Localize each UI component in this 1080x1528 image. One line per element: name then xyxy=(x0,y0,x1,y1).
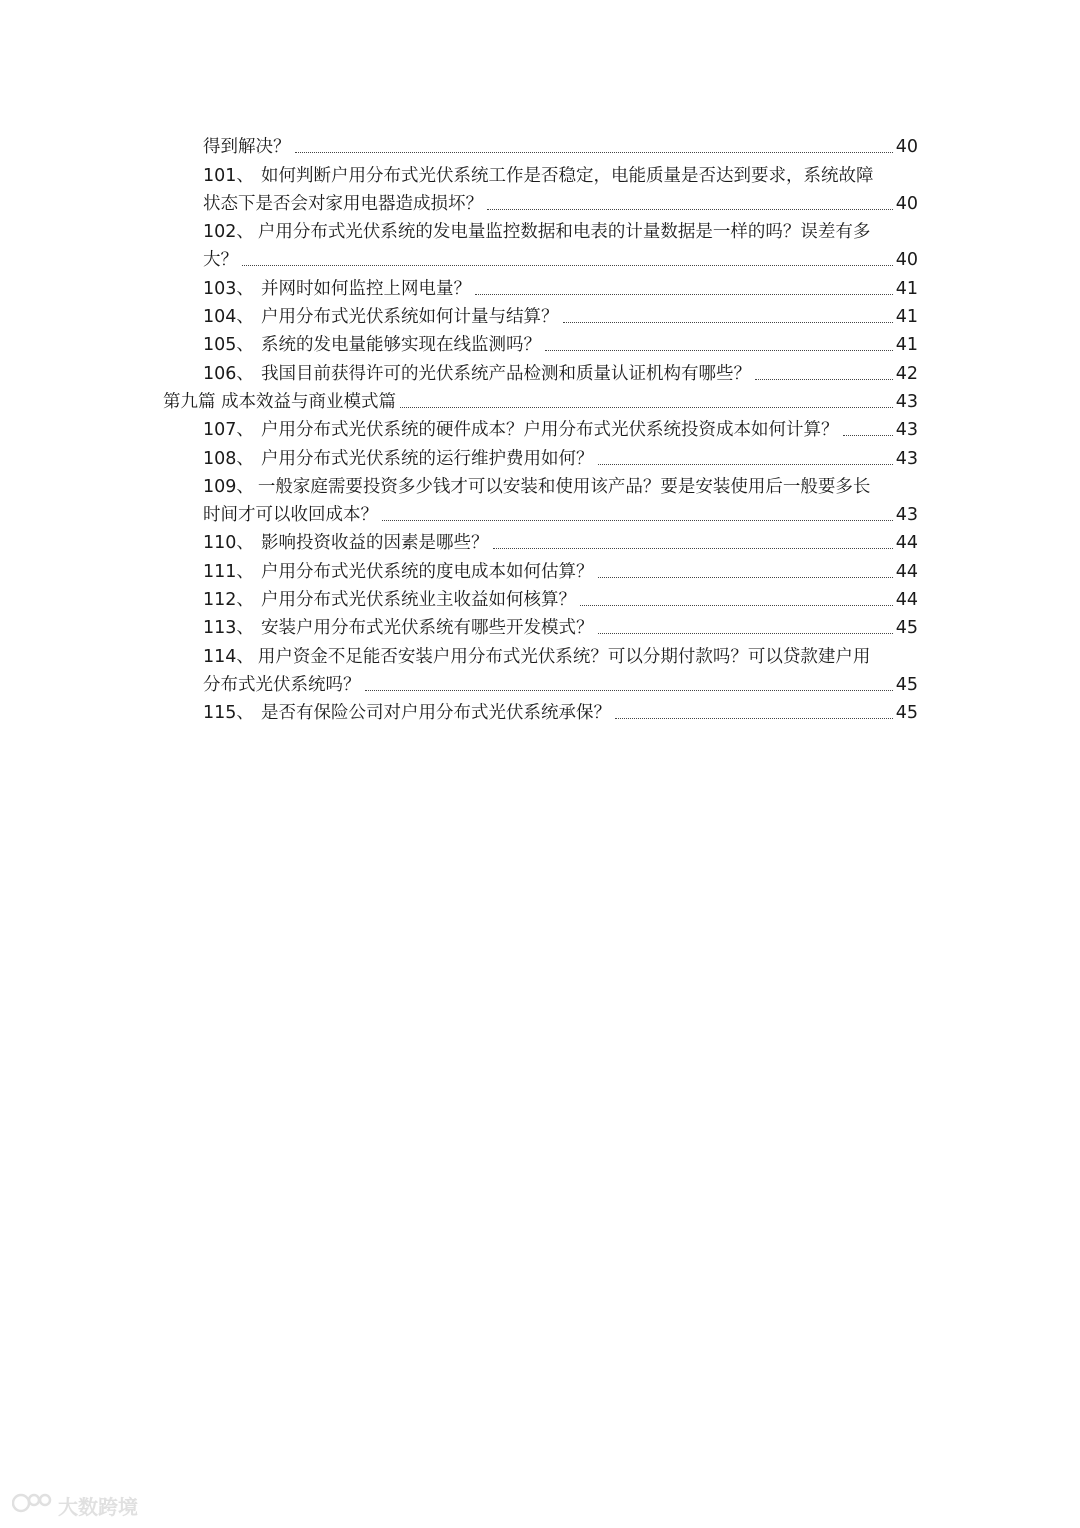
table-of-contents xyxy=(163,130,918,724)
toc-entry-text: 大？ xyxy=(203,250,238,271)
dot-leader xyxy=(580,604,893,606)
toc-entry-number: 106、 xyxy=(203,363,254,384)
toc-entry-number: 113、 xyxy=(203,618,254,639)
toc-entry-text: 状态下是否会对家用电器造成损坏？ xyxy=(203,193,483,214)
toc-entry-number: 104、 xyxy=(203,307,254,328)
toc-line xyxy=(163,243,918,271)
dot-leader xyxy=(598,463,893,465)
toc-line xyxy=(163,668,918,696)
dot-leader xyxy=(242,264,893,266)
toc-entry-number: 108、 xyxy=(203,448,254,469)
dot-leader xyxy=(400,406,893,408)
dot-leader xyxy=(615,717,893,719)
toc-entry-number: 109、 xyxy=(203,476,254,497)
toc-page-number: 44 xyxy=(895,590,918,611)
toc-entry-number: 112、 xyxy=(203,590,254,611)
dot-leader xyxy=(487,208,893,210)
toc-line xyxy=(163,300,918,328)
toc-line xyxy=(163,356,918,384)
toc-page-number: 43 xyxy=(895,448,918,469)
toc-entry-text: 用户资金不足能否安装户用分布式光伏系统？可以分期付款吗？可以贷款建户用 xyxy=(257,646,871,667)
toc-line xyxy=(163,413,918,441)
toc-entry-text: 户用分布式光伏系统的运行维护费用如何？ xyxy=(261,448,594,469)
toc-entry-text: 我国目前获得许可的光伏系统产品检测和质量认证机构有哪些？ xyxy=(261,363,751,384)
toc-line xyxy=(163,526,918,554)
toc-entry-text: 时间才可以收回成本？ xyxy=(203,505,378,526)
toc-entry-text: 如何判断户用分布式光伏系统工作是否稳定，电能质量是否达到要求，系统故障 xyxy=(261,165,874,186)
dot-leader xyxy=(598,632,893,634)
toc-page-number: 41 xyxy=(895,335,918,356)
toc-entry-text: 户用分布式光伏系统如何计量与结算？ xyxy=(261,307,559,328)
toc-page-number: 44 xyxy=(895,533,918,554)
dot-leader xyxy=(295,151,893,153)
toc-entry-text: 分布式光伏系统吗？ xyxy=(203,674,361,695)
toc-entry-number: 110、 xyxy=(203,533,254,554)
toc-line xyxy=(163,498,918,526)
toc-line xyxy=(163,583,918,611)
toc-entry-number: 114、 xyxy=(203,646,254,667)
toc-line xyxy=(163,696,918,724)
toc-entry-text: 系统的发电量能够实现在线监测吗？ xyxy=(261,335,541,356)
toc-page-number: 43 xyxy=(895,420,918,441)
dot-leader xyxy=(365,689,893,691)
toc-page-number: 42 xyxy=(895,363,918,384)
toc-line xyxy=(163,215,918,243)
toc-entry-number: 111、 xyxy=(203,561,254,582)
dot-leader xyxy=(382,519,893,521)
toc-entry-number: 107、 xyxy=(203,420,254,441)
toc-line xyxy=(163,470,918,498)
dot-leader xyxy=(493,547,893,549)
toc-page-number: 43 xyxy=(895,505,918,526)
dot-leader xyxy=(598,576,893,578)
toc-page-number: 40 xyxy=(895,250,918,271)
toc-line xyxy=(163,158,918,186)
toc-line xyxy=(163,187,918,215)
toc-line xyxy=(163,639,918,667)
dot-leader xyxy=(545,349,893,351)
toc-entry-text: 一般家庭需要投资多少钱才可以安装和使用该产品？要是安装使用后一般要多长 xyxy=(257,476,871,497)
dot-leader xyxy=(475,293,893,295)
toc-page-number: 45 xyxy=(895,618,918,639)
toc-entry-text: 户用分布式光伏系统的发电量监控数据和电表的计量数据是一样的吗？误差有多 xyxy=(257,222,871,243)
toc-section-line xyxy=(163,385,918,413)
dot-leader xyxy=(843,434,893,436)
toc-entry-text: 户用分布式光伏系统的度电成本如何估算？ xyxy=(261,561,594,582)
toc-entry-text: 是否有保险公司对户用分布式光伏系统承保？ xyxy=(261,703,611,724)
dot-leader xyxy=(563,321,893,323)
toc-entry-text: 得到解决？ xyxy=(203,137,291,158)
toc-line xyxy=(163,554,918,582)
brand-logo-icon xyxy=(12,1492,58,1519)
toc-line xyxy=(163,441,918,469)
toc-entry-text: 安装户用分布式光伏系统有哪些开发模式？ xyxy=(261,618,594,639)
toc-line xyxy=(163,611,918,639)
toc-page-number: 40 xyxy=(895,193,918,214)
toc-line xyxy=(163,328,918,356)
toc-entry-number: 101、 xyxy=(203,165,254,186)
toc-entry-number: 115、 xyxy=(203,703,254,724)
toc-entry-text: 户用分布式光伏系统业主收益如何核算？ xyxy=(261,590,576,611)
toc-line xyxy=(163,130,918,158)
toc-line xyxy=(163,271,918,299)
toc-page-number: 44 xyxy=(895,561,918,582)
toc-page-number: 40 xyxy=(895,137,918,158)
toc-entry-text: 影响投资收益的因素是哪些？ xyxy=(261,533,489,554)
watermark-text: 大数跨境 xyxy=(58,1494,138,1519)
toc-entry-text: 户用分布式光伏系统的硬件成本？户用分布式光伏系统投资成本如何计算？ xyxy=(261,420,839,441)
toc-page-number: 43 xyxy=(895,391,918,412)
toc-page-number: 45 xyxy=(895,674,918,695)
toc-entry-number: 102、 xyxy=(203,222,254,243)
toc-page-number: 41 xyxy=(895,278,918,299)
toc-entry-text: 并网时如何监控上网电量？ xyxy=(261,278,471,299)
dot-leader xyxy=(755,378,893,380)
toc-entry-number: 105、 xyxy=(203,335,254,356)
toc-page-number: 41 xyxy=(895,307,918,328)
toc-entry-number: 103、 xyxy=(203,278,254,299)
toc-page-number: 45 xyxy=(895,703,918,724)
toc-section-title: 第九篇 成本效益与商业模式篇 xyxy=(163,391,397,412)
watermark xyxy=(12,1492,138,1518)
